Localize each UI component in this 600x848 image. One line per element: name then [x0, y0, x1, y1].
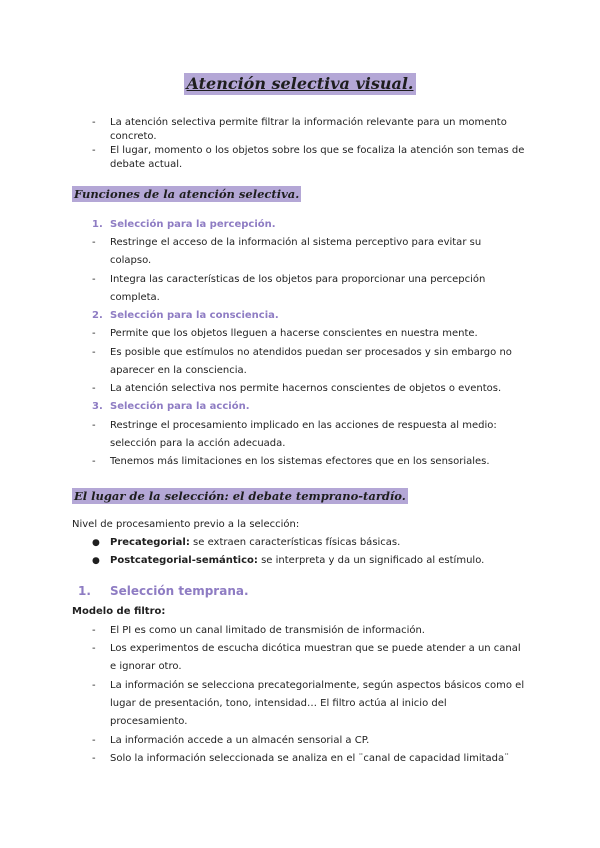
bullet-term: Postcategorial-semántico:: [110, 555, 258, 566]
list-line: aparecer en la consciencia.: [110, 365, 247, 376]
list-line: Restringe el procesamiento implicado en las acciones de respuesta al medio:: [110, 420, 497, 431]
dash-marker: -: [92, 735, 96, 746]
group-number: 1.: [92, 219, 103, 230]
dash-marker: -: [92, 237, 96, 248]
document-title: Atención selectiva visual.: [184, 73, 417, 95]
list-line: colapso.: [110, 255, 152, 266]
list-line: e ignorar otro.: [110, 661, 182, 672]
dash-marker: -: [92, 420, 96, 431]
bullet-term: Precategorial:: [110, 537, 190, 548]
list-line: Tenemos más limitaciones en los sistemas efectores que en los sensoriales.: [110, 456, 490, 467]
list-line: La atención selectiva nos permite hacernos conscientes de objetos o eventos.: [110, 383, 502, 394]
list-line: Restringe el acceso de la información al sistema perceptivo para evitar su: [110, 237, 482, 248]
list-line: Integra las características de los objetos para proporcionar una percepción: [110, 274, 486, 285]
subheading-modelo-filtro: Modelo de filtro:: [72, 606, 166, 617]
list-line: La información se selecciona precategorialmente, según aspectos básicos como el: [110, 680, 525, 691]
dash-marker: -: [92, 383, 96, 394]
list-line: La información accede a un almacén sensorial a CP.: [110, 735, 370, 746]
group-number: 2.: [92, 310, 103, 321]
dash-marker: -: [92, 274, 96, 285]
intro-line: La atención selectiva permite filtrar la información relevante para un momento: [110, 117, 507, 128]
section-heading-lugar: El lugar de la selección: el debate temprano-tardío.: [74, 489, 406, 503]
dash-marker: -: [92, 753, 96, 764]
title-wrap: [0, 73, 600, 95]
group-title: Selección para la consciencia.: [110, 310, 279, 321]
dash-marker: -: [92, 347, 96, 358]
group-title: Selección para la acción.: [110, 401, 250, 412]
dash-marker: -: [92, 456, 96, 467]
group-title: Selección para la percepción.: [110, 219, 276, 230]
dash-marker: -: [92, 328, 96, 339]
list-line: procesamiento.: [110, 716, 188, 727]
list-line: lugar de presentación, tono, intensidad… El filtro actúa al inicio del: [110, 698, 447, 709]
dash-marker: -: [92, 117, 96, 128]
list-line: Es posible que estímulos no atendidos puedan ser procesados y sin embargo no: [110, 347, 512, 358]
list-line: Permite que los objetos lleguen a hacerse conscientes en nuestra mente.: [110, 328, 478, 339]
lugar-intro: Nivel de procesamiento previo a la selección:: [72, 519, 300, 530]
bullet-marker: ●: [92, 556, 100, 566]
list-line: selección para la acción adecuada.: [110, 438, 286, 449]
intro-line: El lugar, momento o los objetos sobre los que se focaliza la atención son temas de: [110, 145, 525, 156]
bullet-marker: ●: [92, 538, 100, 548]
bullet-text: se interpreta y da un significado al estímulo.: [257, 555, 485, 566]
intro-line: concreto.: [110, 131, 157, 142]
list-line: Los experimentos de escucha dicótica muestran que se puede atender a un canal: [110, 643, 521, 654]
bullet-item: [110, 536, 400, 550]
list-line: El PI es como un canal limitado de transmisión de información.: [110, 625, 425, 636]
list-line: Solo la información seleccionada se analiza en el ¨canal de capacidad limitada¨: [110, 753, 510, 764]
dash-marker: -: [92, 625, 96, 636]
bullet-text: se extraen características físicas básicas.: [189, 537, 401, 548]
dash-marker: -: [92, 145, 96, 156]
list-line: completa.: [110, 292, 160, 303]
section-number: 1.: [78, 584, 91, 598]
dash-marker: -: [92, 643, 96, 654]
group-number: 3.: [92, 401, 103, 412]
bullet-item: [110, 554, 484, 568]
section-heading-funciones: Funciones de la atención selectiva.: [74, 187, 300, 201]
section-title-temprana: Selección temprana.: [110, 584, 249, 598]
dash-marker: -: [92, 680, 96, 691]
intro-line: debate actual.: [110, 159, 183, 170]
